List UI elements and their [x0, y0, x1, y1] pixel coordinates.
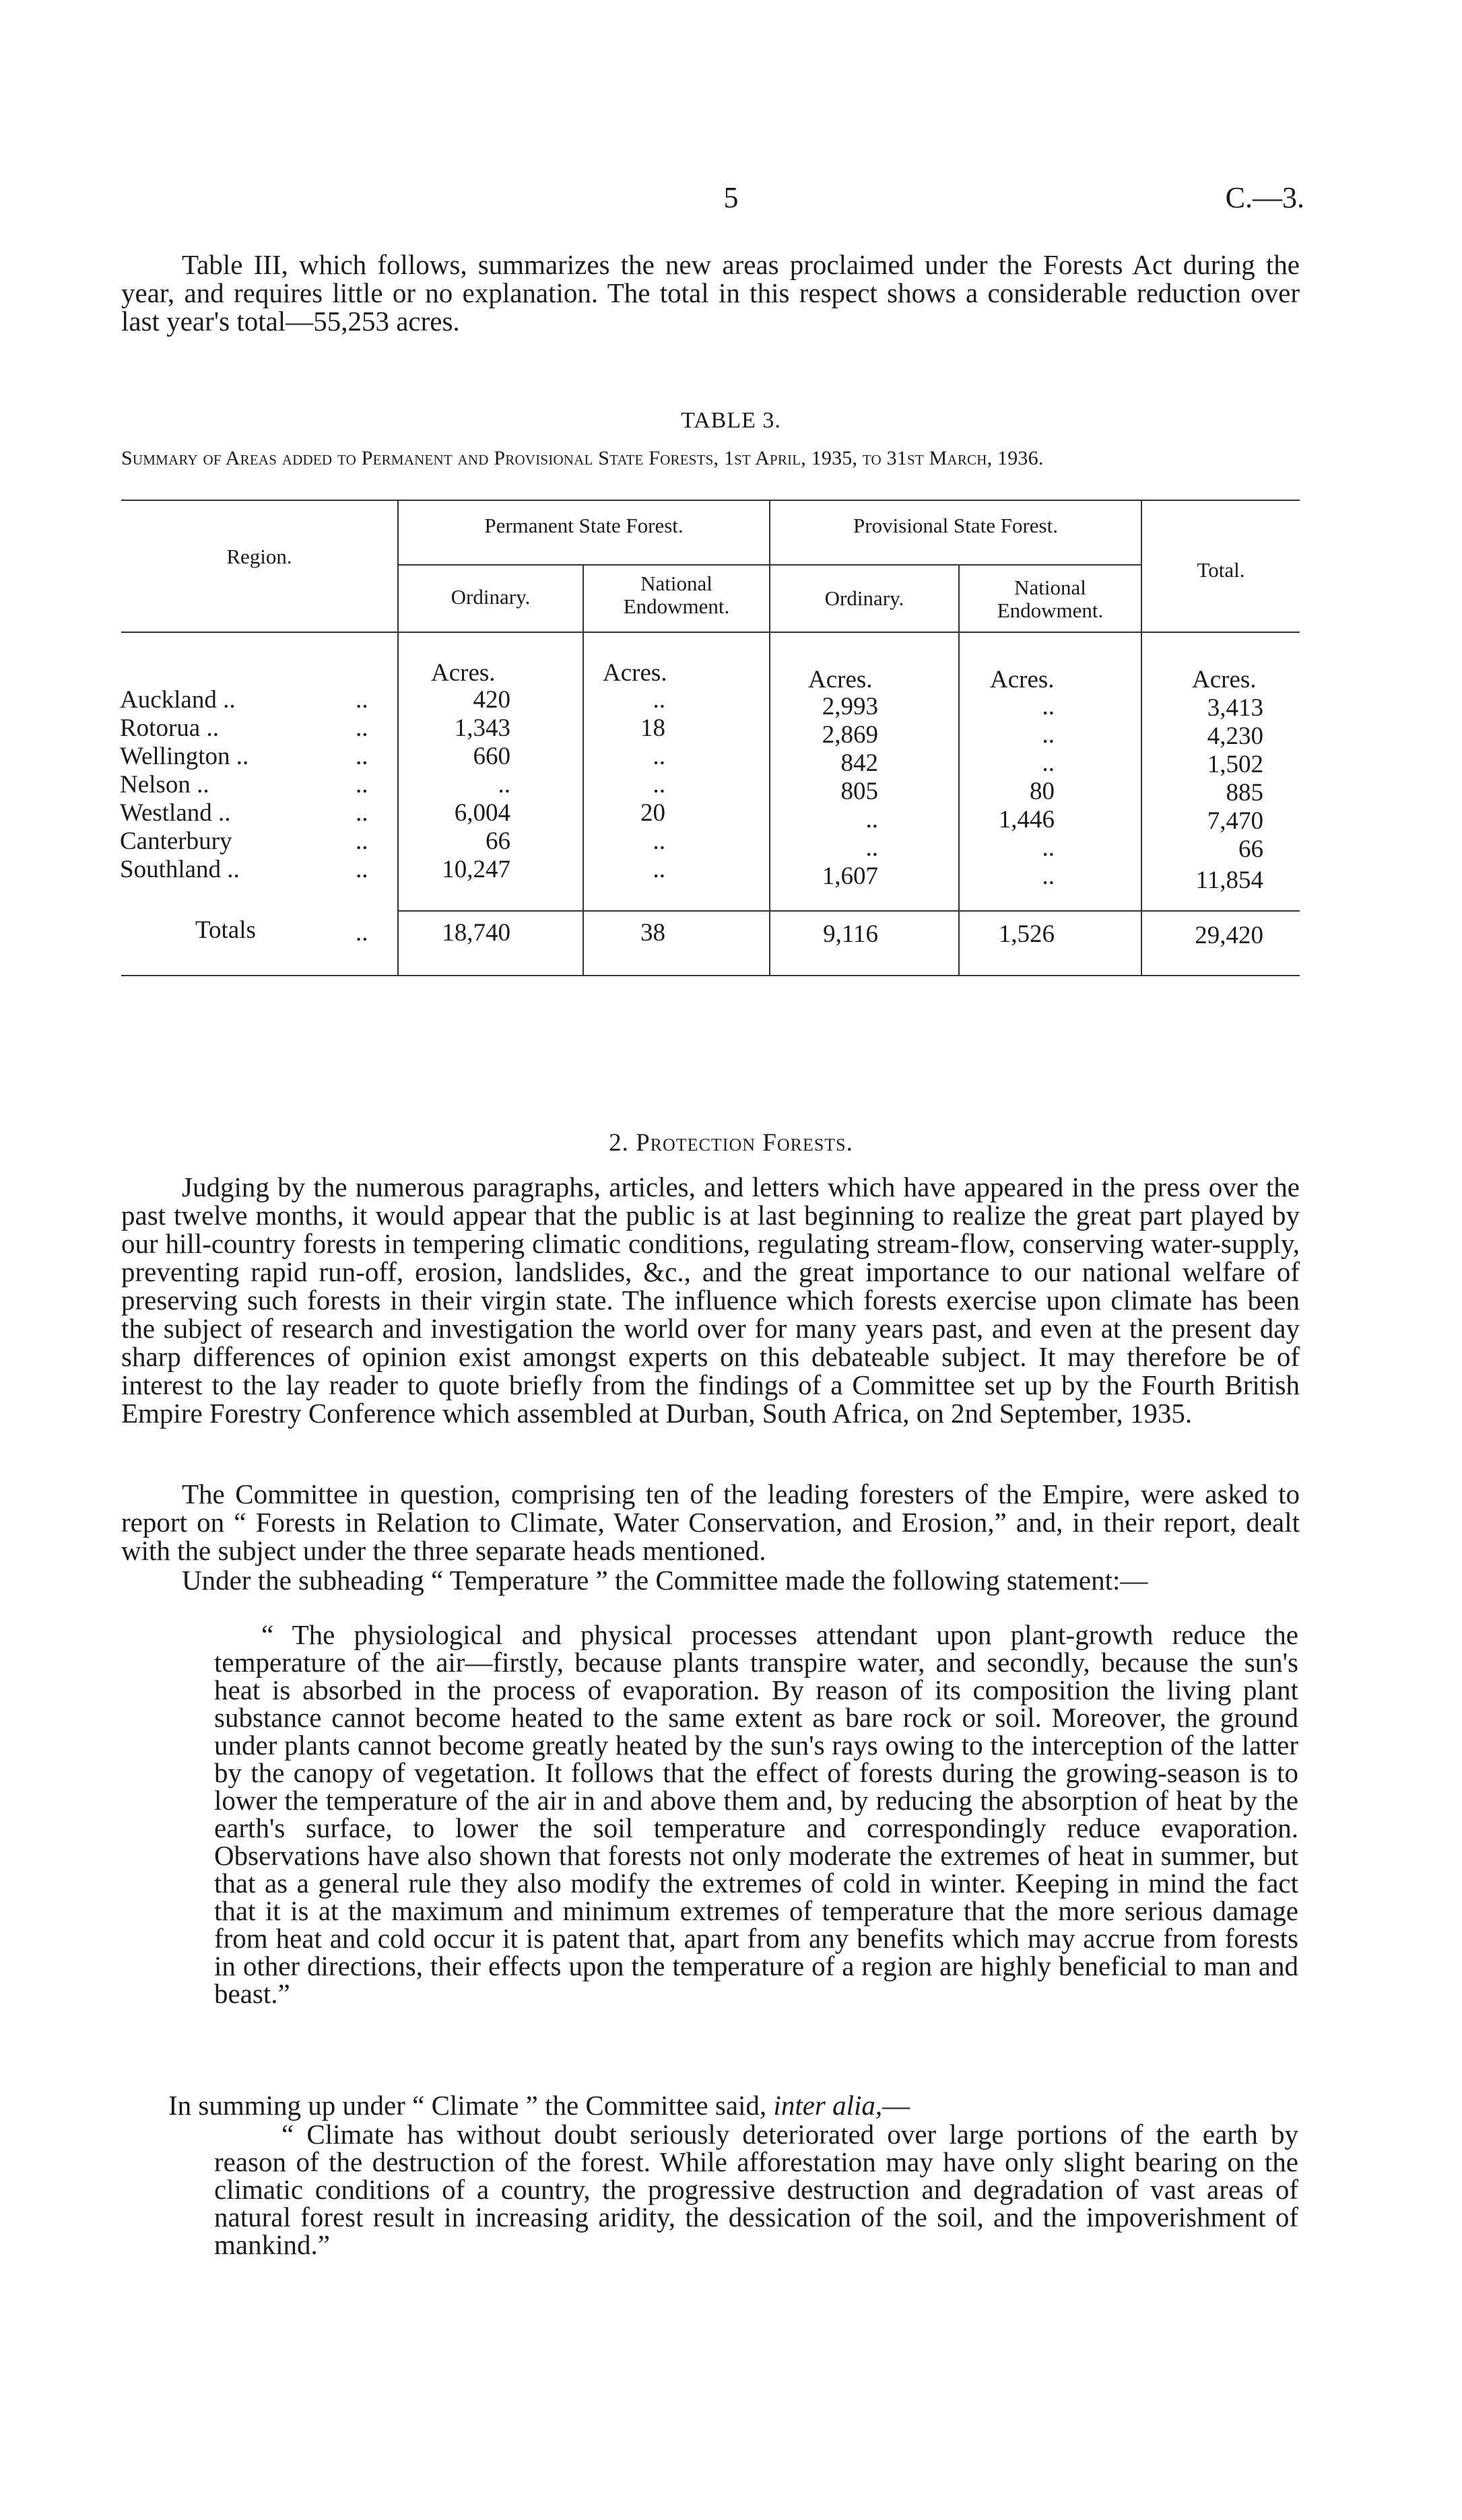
cell-total: 11,854: [1195, 866, 1263, 894]
leader-dots: ..: [356, 827, 368, 855]
paragraph-protection-2: The Committee in question, comprising ten of the leading foresters of the Empire, were asked to report on “ Forests in Relation to Climate, Water Conservation, and Erosion,” and, in their report, dealt with the subject under the three separate heads mentioned.: [121, 1478, 1300, 1566]
document-code: C.—3.: [1225, 181, 1304, 214]
leader-dots: ..: [356, 686, 368, 714]
cell-perm-national: 18: [640, 714, 665, 742]
cell-total: 3,413: [1207, 694, 1263, 722]
header-prov-national: [960, 576, 1141, 622]
units-perm-ordinary: Acres.: [431, 659, 496, 687]
cell-perm-ordinary: 420: [473, 686, 510, 714]
table-top-rule: [121, 500, 1300, 501]
total-perm-national: 38: [640, 919, 665, 947]
total-grand: 29,420: [1195, 922, 1263, 949]
paragraph-protection-1: Judging by the numerous paragraphs, articles, and letters which have appeared in the press over the past twelve months, it would appear that the public is at last beginning to realize the great part played by our hill-country forests in tempering climatic conditions, regulating stream-flow, conserving water-supply, preventing rapid run-off, erosion, landslides, &c., and the great importance to our national welfare of preserving such forests in their virgin state. The influence which forests exercise upon climate has been the subject of research and investigation the world over for many years past, and even at the present day sharp differences of opinion exist amongst experts on this debateable subject. It may therefore be of interest to the lay reader to quote briefly from the findings of a Committee set up by the Fourth British Empire Forestry Conference which assembled at Durban, South Africa, on 2nd September, 1935.: [121, 1171, 1300, 1429]
region-name: Canterbury: [120, 827, 232, 855]
cell-prov-national: ..: [1042, 834, 1055, 862]
region-name: Nelson ..: [120, 771, 209, 798]
cell-perm-ordinary: 660: [473, 743, 510, 770]
cell-perm-national: ..: [653, 771, 665, 798]
units-prov-national: Acres.: [990, 666, 1055, 693]
cell-perm-national: ..: [653, 827, 665, 855]
units-perm-national: Acres.: [603, 659, 667, 687]
header-perm-national: [584, 572, 769, 618]
cell-total: 1,502: [1207, 751, 1263, 778]
cell-prov-national: ..: [1042, 862, 1055, 890]
table-caption: Summary of Areas added to Permanent and Provisional State Forests, 1st April, 1935, to 31st March, 1936.: [121, 447, 1044, 469]
cell-prov-national: 1,446: [998, 806, 1055, 833]
table-bottom-rule: [121, 975, 1300, 976]
cell-total: 66: [1238, 836, 1263, 863]
region-name: Westland ..: [120, 799, 231, 827]
header-bottom-rule: [121, 632, 1300, 633]
header-total: Total.: [1197, 558, 1245, 582]
cell-prov-ordinary: 2,869: [822, 721, 878, 749]
cell-perm-ordinary: ..: [498, 771, 510, 798]
cell-prov-ordinary: 2,993: [822, 693, 878, 720]
section-heading: 2. Protection Forests.: [609, 1129, 853, 1157]
leader-dots: ..: [356, 714, 368, 742]
cell-total: 885: [1226, 779, 1263, 807]
header-prov-ordinary: Ordinary.: [824, 586, 904, 610]
cell-total: 4,230: [1207, 722, 1263, 750]
totals-label: Totals: [195, 916, 256, 944]
header-permanent: Permanent State Forest.: [484, 514, 684, 537]
leader-dots: ..: [356, 856, 368, 883]
header-provisional: Provisional State Forest.: [853, 514, 1058, 537]
cell-prov-national: 80: [1030, 778, 1055, 805]
cell-perm-ordinary: 6,004: [454, 799, 510, 827]
cell-perm-ordinary: 10,247: [442, 856, 510, 883]
cell-perm-national: ..: [653, 743, 665, 770]
leader-dots: ..: [356, 919, 368, 947]
quote-temperature: “ The physiological and physical processes attendant upon plant-growth reduce the temperature of the air—firstly, because plants transpire water, and secondly, because the sun's heat is absorbed in the process of evaporation. By reason of its composition the living plant substance cannot become heated to the same extent as bare rock or soil. Moreover, the ground under plants cannot become greatly heated by the sun's rays owing to the interception of the latter by the canopy of vegetation. It follows that the effect of forests during the growing-season is to lower the temperature of the air in and above them and, by reducing the absorption of heat by the earth's surface, to lower the soil temperature and correspondingly reduce evaporation. Observations have also shown that forests not only moderate the extremes of heat in summer, but that as a general rule they also modify the extremes of cold in winter. Keeping in mind the fact that it is at the maximum and minimum extremes of temperature that the more serious damage from heat and cold occur it is patent that, apart from any benefits which may accrue from forests in other directions, their effects upon the temperature of a region are highly beneficial to man and beast.”: [214, 1619, 1298, 2009]
cell-perm-national: ..: [653, 856, 665, 883]
table-title: TABLE 3.: [681, 408, 781, 433]
inter-alia-italic: inter alia,: [773, 2090, 883, 2121]
cell-prov-national: ..: [1042, 749, 1055, 777]
intro-paragraph: Table III, which follows, summarizes the new areas proclaimed under the Forests Act during the year, and requires little or no explanation. The total in this respect shows a considerable reduction over last year's total—55,253 acres.: [121, 249, 1300, 337]
cell-total: 7,470: [1207, 807, 1263, 835]
climate-intro-dash: —: [882, 2090, 910, 2121]
col-divider-3: [769, 500, 770, 975]
cell-prov-national: ..: [1042, 693, 1055, 720]
header-prov-national-line2: Endowment.: [997, 599, 1104, 622]
region-name: Rotorua ..: [120, 714, 219, 742]
total-prov-ordinary: 9,116: [823, 920, 878, 948]
total-prov-national: 1,526: [998, 920, 1055, 948]
region-name: Southland ..: [120, 856, 240, 883]
cell-perm-national: ..: [653, 686, 665, 714]
cell-perm-ordinary: 66: [486, 827, 510, 855]
cell-prov-ordinary: 805: [840, 778, 878, 805]
region-name: Wellington ..: [120, 743, 249, 770]
units-total: Acres.: [1192, 666, 1257, 693]
totals-rule: [397, 910, 1300, 912]
cell-prov-national: ..: [1042, 721, 1055, 749]
cell-prov-ordinary: ..: [865, 834, 878, 862]
header-perm-national-line2: Endowment.: [623, 594, 730, 618]
col-divider-1: [397, 500, 399, 975]
cell-prov-ordinary: 1,607: [822, 862, 878, 890]
region-name: Auckland ..: [120, 686, 236, 714]
cell-prov-ordinary: 842: [840, 749, 878, 777]
header-prov-national-line1: National: [1014, 576, 1086, 599]
units-prov-ordinary: Acres.: [808, 666, 873, 693]
total-perm-ordinary: 18,740: [442, 919, 510, 947]
leader-dots: ..: [356, 743, 368, 770]
col-divider-4: [958, 564, 960, 975]
paragraph-protection-3: Under the subheading “ Temperature ” the Committee made the following statement:—: [182, 1565, 1148, 1596]
paragraph-climate-intro: [168, 2091, 1300, 2119]
cell-perm-ordinary: 1,343: [454, 714, 510, 742]
header-perm-national-line1: National: [640, 572, 712, 595]
cell-perm-national: 20: [640, 799, 665, 827]
climate-intro-text: In summing up under “ Climate ” the Committee said,: [168, 2090, 774, 2121]
quote-climate: “ Climate has without doubt seriously deteriorated over large portions of the earth by reason of the destruction of the forest. While afforestation may have only slight bearing on the climatic conditions of a country, the progressive destruction and degradation of vast areas of natural forest result in increasing aridity, the dessication of the soil, and the impoverishment of mankind.”: [214, 2119, 1298, 2260]
header-region: Region.: [226, 545, 292, 568]
page-number: 5: [723, 181, 739, 214]
col-divider-2: [583, 564, 584, 975]
leader-dots: ..: [356, 799, 368, 827]
cell-prov-ordinary: ..: [865, 806, 878, 833]
header-perm-ordinary: Ordinary.: [451, 585, 531, 609]
leader-dots: ..: [356, 771, 368, 798]
